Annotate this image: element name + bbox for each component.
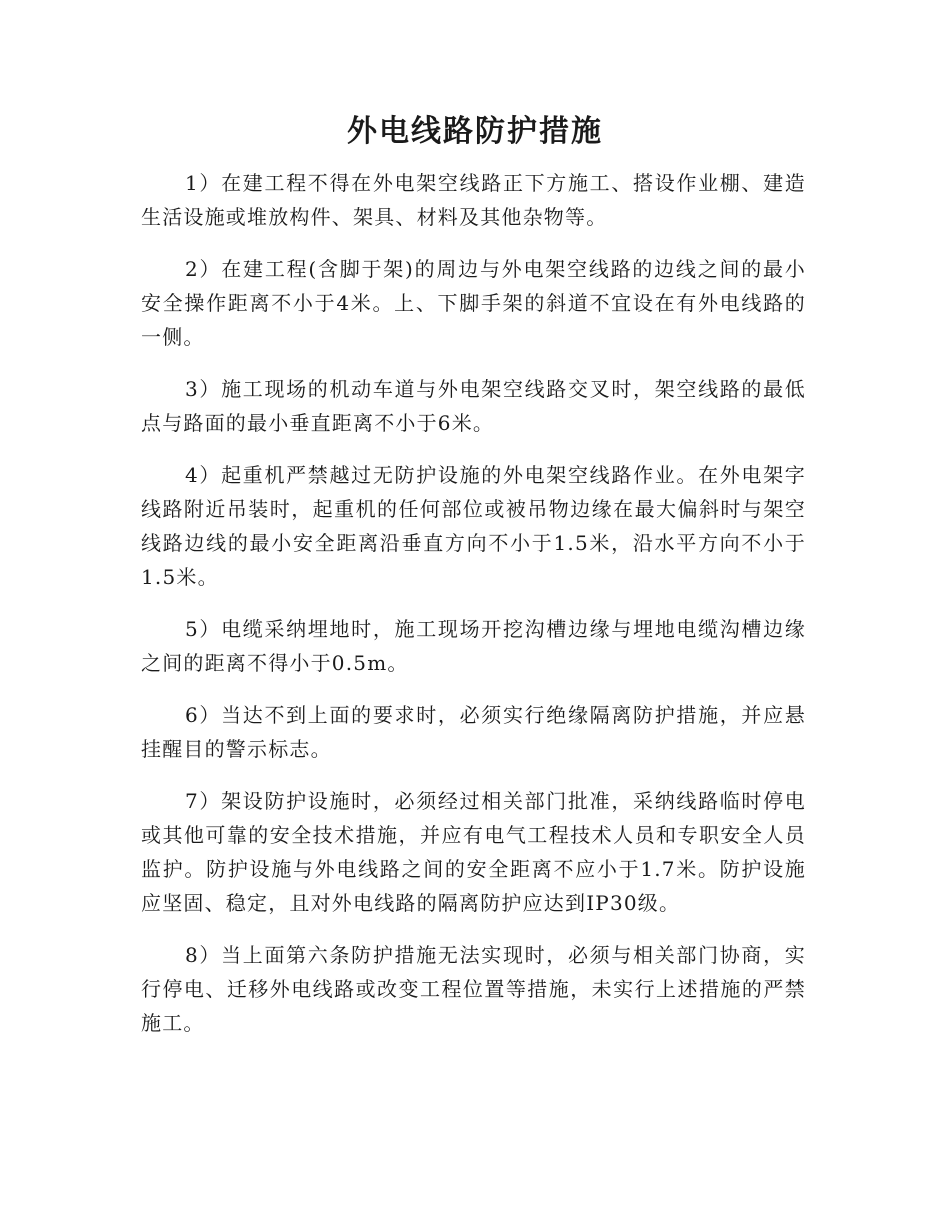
paragraph-1: 1）在建工程不得在外电架空线路正下方施工、搭设作业棚、建造生活设施或堆放构件、架具、材料及其他杂物等。 [141, 171, 806, 229]
paragraph-4: 4）起重机严禁越过无防护设施的外电架空线路作业。在外电架字线路附近吊装时，起重机的任何部位或被吊物边缘在最大偏斜时与架空线路边线的最小安全距离沿垂直方向不小于1.5米，沿水平方向不小于1.5米。 [141, 463, 806, 589]
document-title: 外电线路防护措施 [347, 114, 603, 149]
paragraph-7: 7）架设防护设施时，必须经过相关部门批准，采纳线路临时停电或其他可靠的安全技术措施，并应有电气工程技术人员和专职安全人员监护。防护设施与外电线路之间的安全距离不应小于1.7米。防护设施应坚固、稳定，且对外电线路的隔离防护应达到IP30级。 [141, 789, 806, 915]
paragraph-3: 3）施工现场的机动车道与外电架空线路交叉时，架空线路的最低点与路面的最小垂直距离不小于6米。 [141, 377, 806, 435]
document-body [141, 166, 806, 1058]
paragraph-5: 5）电缆采纳埋地时，施工现场开挖沟槽边缘与埋地电缆沟槽边缘之间的距离不得小于0.5m。 [141, 617, 806, 675]
paragraph-6: 6）当达不到上面的要求时，必须实行绝缘隔离防护措施，并应悬挂醒目的警示标志。 [141, 703, 806, 761]
paragraph-2: 2）在建工程(含脚于架)的周边与外电架空线路的边线之间的最小安全操作距离不小于4米。上、下脚手架的斜道不宜设在有外电线路的一侧。 [141, 257, 806, 349]
paragraph-8: 8）当上面第六条防护措施无法实现时，必须与相关部门协商，实行停电、迁移外电线路或改变工程位置等措施，未实行上述措施的严禁施工。 [141, 943, 806, 1035]
